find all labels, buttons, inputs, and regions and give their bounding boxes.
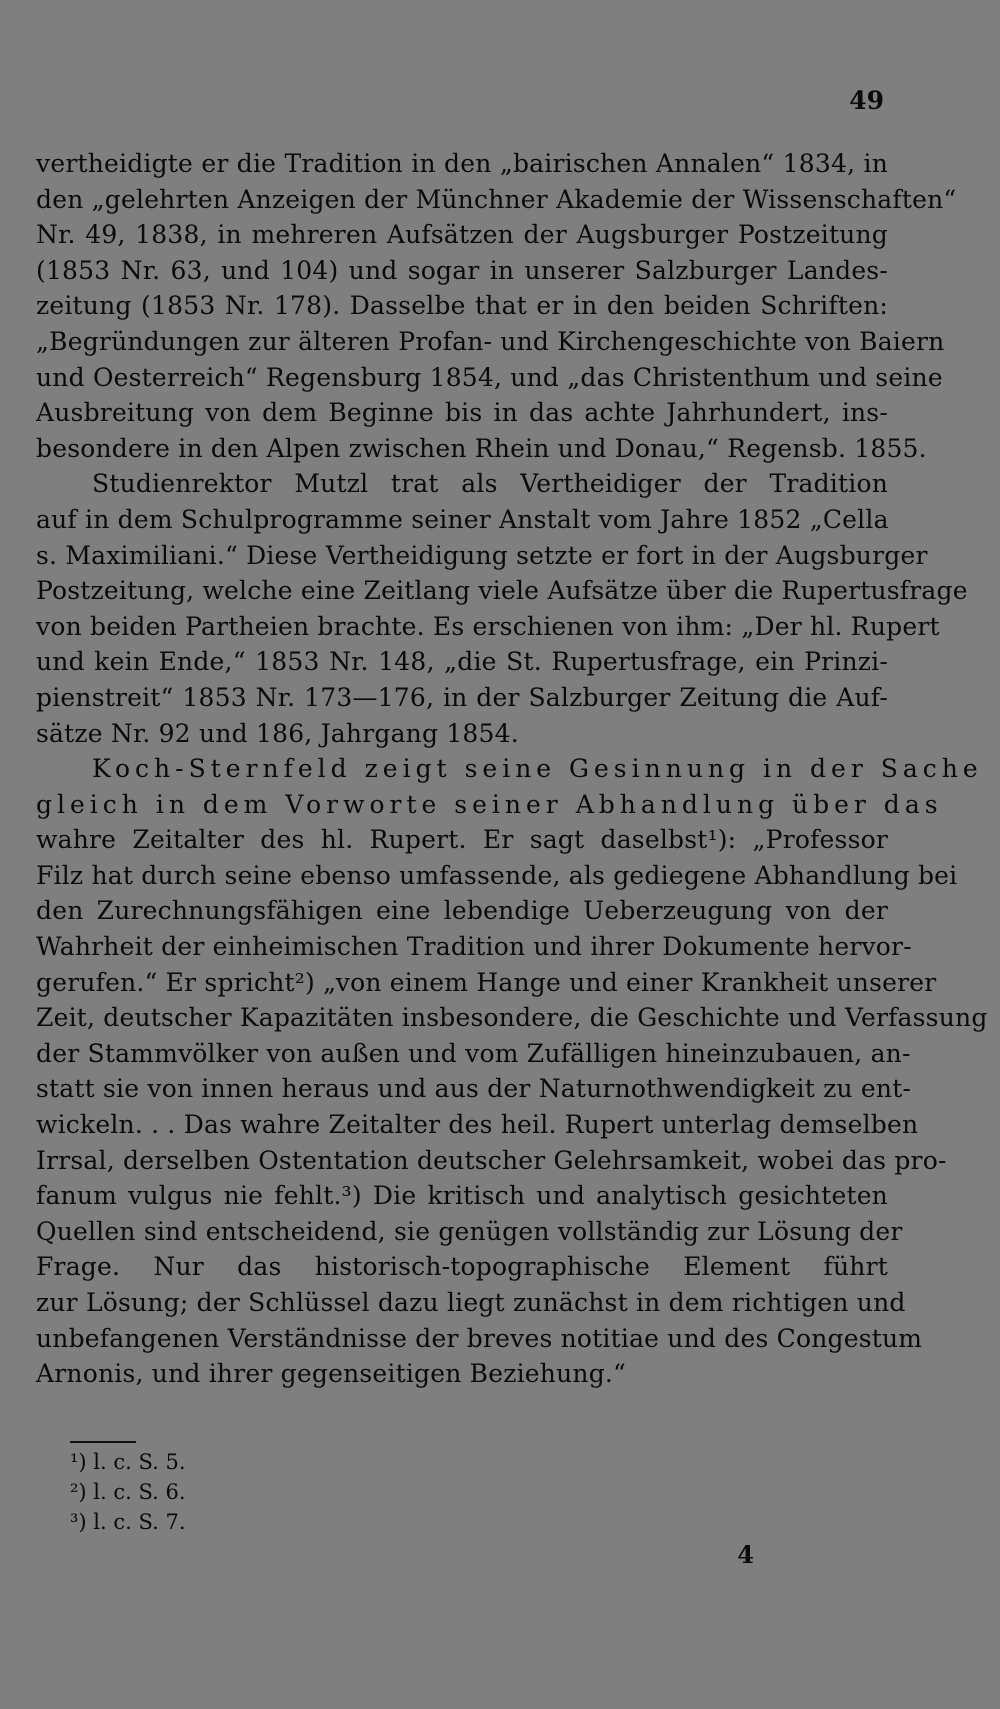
text-line: Arnonis, und ihrer gegenseitigen Beziehung.“	[36, 1359, 627, 1389]
text-line: statt sie von innen heraus und aus der Naturnothwendigkeit zu ent-	[36, 1074, 912, 1104]
page-number: 49	[849, 86, 884, 115]
text-line: Studienrektor Mutzl trat als Vertheidiger der Tradition	[92, 469, 888, 499]
text-line: zeitung (1853 Nr. 178). Dasselbe that er in den beiden Schriften:	[36, 291, 888, 321]
text-line: Wahrheit der einheimischen Tradition und ihrer Dokumente hervor-	[36, 932, 912, 962]
text-line: sätze Nr. 92 und 186, Jahrgang 1854.	[36, 718, 519, 748]
text-line: den Zurechnungsfähigen eine lebendige Ueberzeugung von der	[36, 896, 888, 926]
text-line: wahre Zeitalter des hl. Rupert. Er sagt daselbst¹): „Professor	[36, 825, 888, 855]
text-line: Koch-Sternfeld zeigt seine Gesinnung in der Sache	[92, 754, 983, 784]
text-line: besondere in den Alpen zwischen Rhein und Donau,“ Regensb. 1855.	[36, 433, 927, 463]
text-line: (1853 Nr. 63, und 104) und sogar in unserer Salzburger Landes-	[36, 255, 888, 285]
text-line: vertheidigte er die Tradition in den „bairischen Annalen“ 1834, in	[36, 149, 888, 178]
text-line: fanum vulgus nie fehlt.³) Die kritisch und analytisch gesichteten	[36, 1181, 888, 1211]
signature-mark: 4	[737, 1540, 754, 1569]
body-text	[36, 146, 988, 1392]
text-line: zur Lösung; der Schlüssel dazu liegt zunächst in dem richtigen und	[36, 1288, 906, 1317]
text-line: Irrsal, derselben Ostentation deutscher Gelehrsamkeit, wobei das pro-	[36, 1145, 947, 1175]
text-line: von beiden Partheien brachte. Es erschienen von ihm: „Der hl. Rupert	[36, 611, 940, 641]
text-line: gleich in dem Vorworte seiner Abhandlung über das	[36, 789, 943, 819]
text-line: s. Maximiliani.“ Diese Vertheidigung setzte er fort in der Augsburger	[36, 540, 928, 570]
footnotes	[70, 1447, 470, 1537]
text-line: pienstreit“ 1853 Nr. 173—176, in der Salzburger Zeitung die Auf-	[36, 682, 888, 712]
text-line: gerufen.“ Er spricht²) „von einem Hange und einer Krankheit unserer	[36, 967, 937, 997]
text-line: und kein Ende,“ 1853 Nr. 148, „die St. Rupertusfrage, ein Prinzi-	[36, 647, 888, 677]
text-line: den „gelehrten Anzeigen der Münchner Akademie der Wissenschaften“	[36, 184, 957, 214]
footnote-divider	[70, 1441, 136, 1443]
footnote: ³) l. c. S. 7.	[70, 1510, 186, 1534]
text-line: und Oesterreich“ Regensburg 1854, und „das Christenthum und seine	[36, 362, 943, 392]
text-line: auf in dem Schulprogramme seiner Anstalt vom Jahre 1852 „Cella	[36, 504, 889, 534]
text-line: Filz hat durch seine ebenso umfassende, als gediegene Abhandlung bei	[36, 860, 958, 890]
text-line: „Begründungen zur älteren Profan- und Kirchengeschichte von Baiern	[36, 326, 945, 356]
text-line: Quellen sind entscheidend, sie genügen vollständig zur Lösung der	[36, 1216, 903, 1246]
text-line: Zeit, deutscher Kapazitäten insbesondere, die Geschichte und Verfassung	[36, 1003, 988, 1033]
footnote: ¹) l. c. S. 5.	[70, 1450, 186, 1474]
text-line: der Stammvölker von außen und vom Zufälligen hineinzubauen, an-	[36, 1038, 911, 1068]
text-line: Postzeitung, welche eine Zeitlang viele Aufsätze über die Rupertusfrage	[36, 576, 968, 606]
text-line: wickeln. . . Das wahre Zeitalter des heil. Rupert unterlag demselben	[36, 1110, 919, 1140]
footnote: ²) l. c. S. 6.	[70, 1480, 186, 1504]
text-line: Frage. Nur das historisch-topographische Element führt	[36, 1252, 888, 1282]
text-line: Nr. 49, 1838, in mehreren Aufsätzen der Augsburger Postzeitung	[36, 220, 888, 250]
text-line: Ausbreitung von dem Beginne bis in das achte Jahrhundert, ins-	[36, 398, 888, 428]
text-line: unbefangenen Verständnisse der breves notitiae und des Congestum	[36, 1323, 923, 1353]
